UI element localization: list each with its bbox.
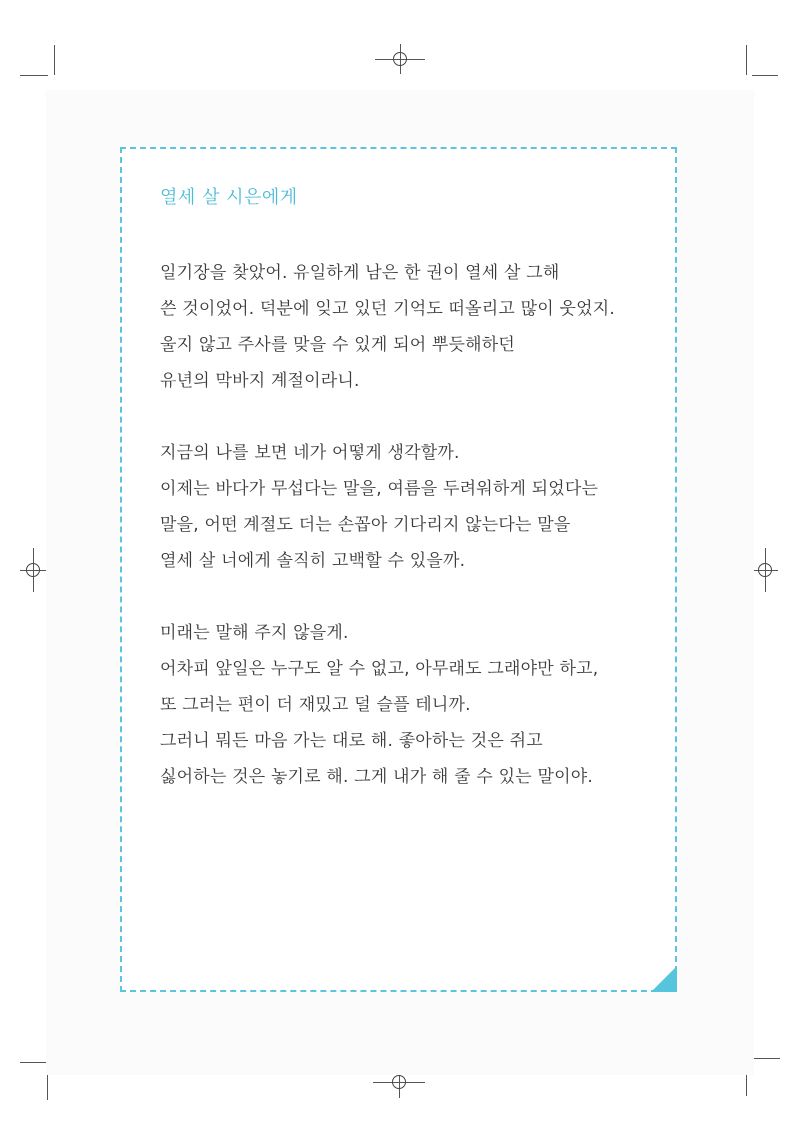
text-line: 이제는 바다가 무섭다는 말을, 여름을 두려워하게 되었다는 <box>160 479 599 499</box>
letter-card <box>120 147 677 992</box>
folded-corner-icon <box>651 966 677 992</box>
registration-mark-icon <box>26 563 40 577</box>
paragraph <box>160 255 665 399</box>
crop-mark <box>20 75 48 76</box>
paragraph <box>160 435 665 579</box>
letter-body <box>160 255 665 831</box>
text-line: 그러니 뭐든 마음 가는 대로 해. 좋아하는 것은 쥐고 <box>160 731 543 751</box>
paragraph <box>160 615 665 795</box>
text-line: 열세 살 너에게 솔직히 고백할 수 있을까. <box>160 551 466 571</box>
crop-mark <box>20 1062 48 1063</box>
letter-title: 열세 살 시은에게 <box>160 187 298 208</box>
text-line: 지금의 나를 보면 네가 어떻게 생각할까. <box>160 443 460 463</box>
crop-mark <box>752 75 778 76</box>
text-line: 말을, 어떤 계절도 더는 손꼽아 기다리지 않는다는 말을 <box>160 515 571 535</box>
text-line: 어차피 앞일은 누구도 알 수 없고, 아무래도 그래야만 하고, <box>160 659 599 679</box>
text-line: 울지 않고 주사를 맞을 수 있게 되어 뿌듯해하던 <box>160 335 516 355</box>
text-line: 싫어하는 것은 놓기로 해. 그게 내가 해 줄 수 있는 말이야. <box>160 767 593 787</box>
registration-mark-icon <box>392 1075 406 1089</box>
registration-mark-icon <box>758 563 772 577</box>
crop-mark <box>54 45 55 75</box>
text-line: 미래는 말해 주지 않을게. <box>160 623 349 643</box>
text-line: 일기장을 찾았어. 유일하게 남은 한 권이 열세 살 그해 <box>160 263 560 283</box>
registration-mark-icon <box>393 52 407 66</box>
text-line: 쓴 것이었어. 덕분에 잊고 있던 기억도 떠올리고 많이 웃었지. <box>160 299 615 319</box>
crop-mark <box>752 1058 780 1059</box>
crop-mark <box>746 45 747 75</box>
text-line: 유년의 막바지 계절이라니. <box>160 371 360 391</box>
text-line: 또 그러는 편이 더 재밌고 덜 슬플 테니까. <box>160 695 471 715</box>
